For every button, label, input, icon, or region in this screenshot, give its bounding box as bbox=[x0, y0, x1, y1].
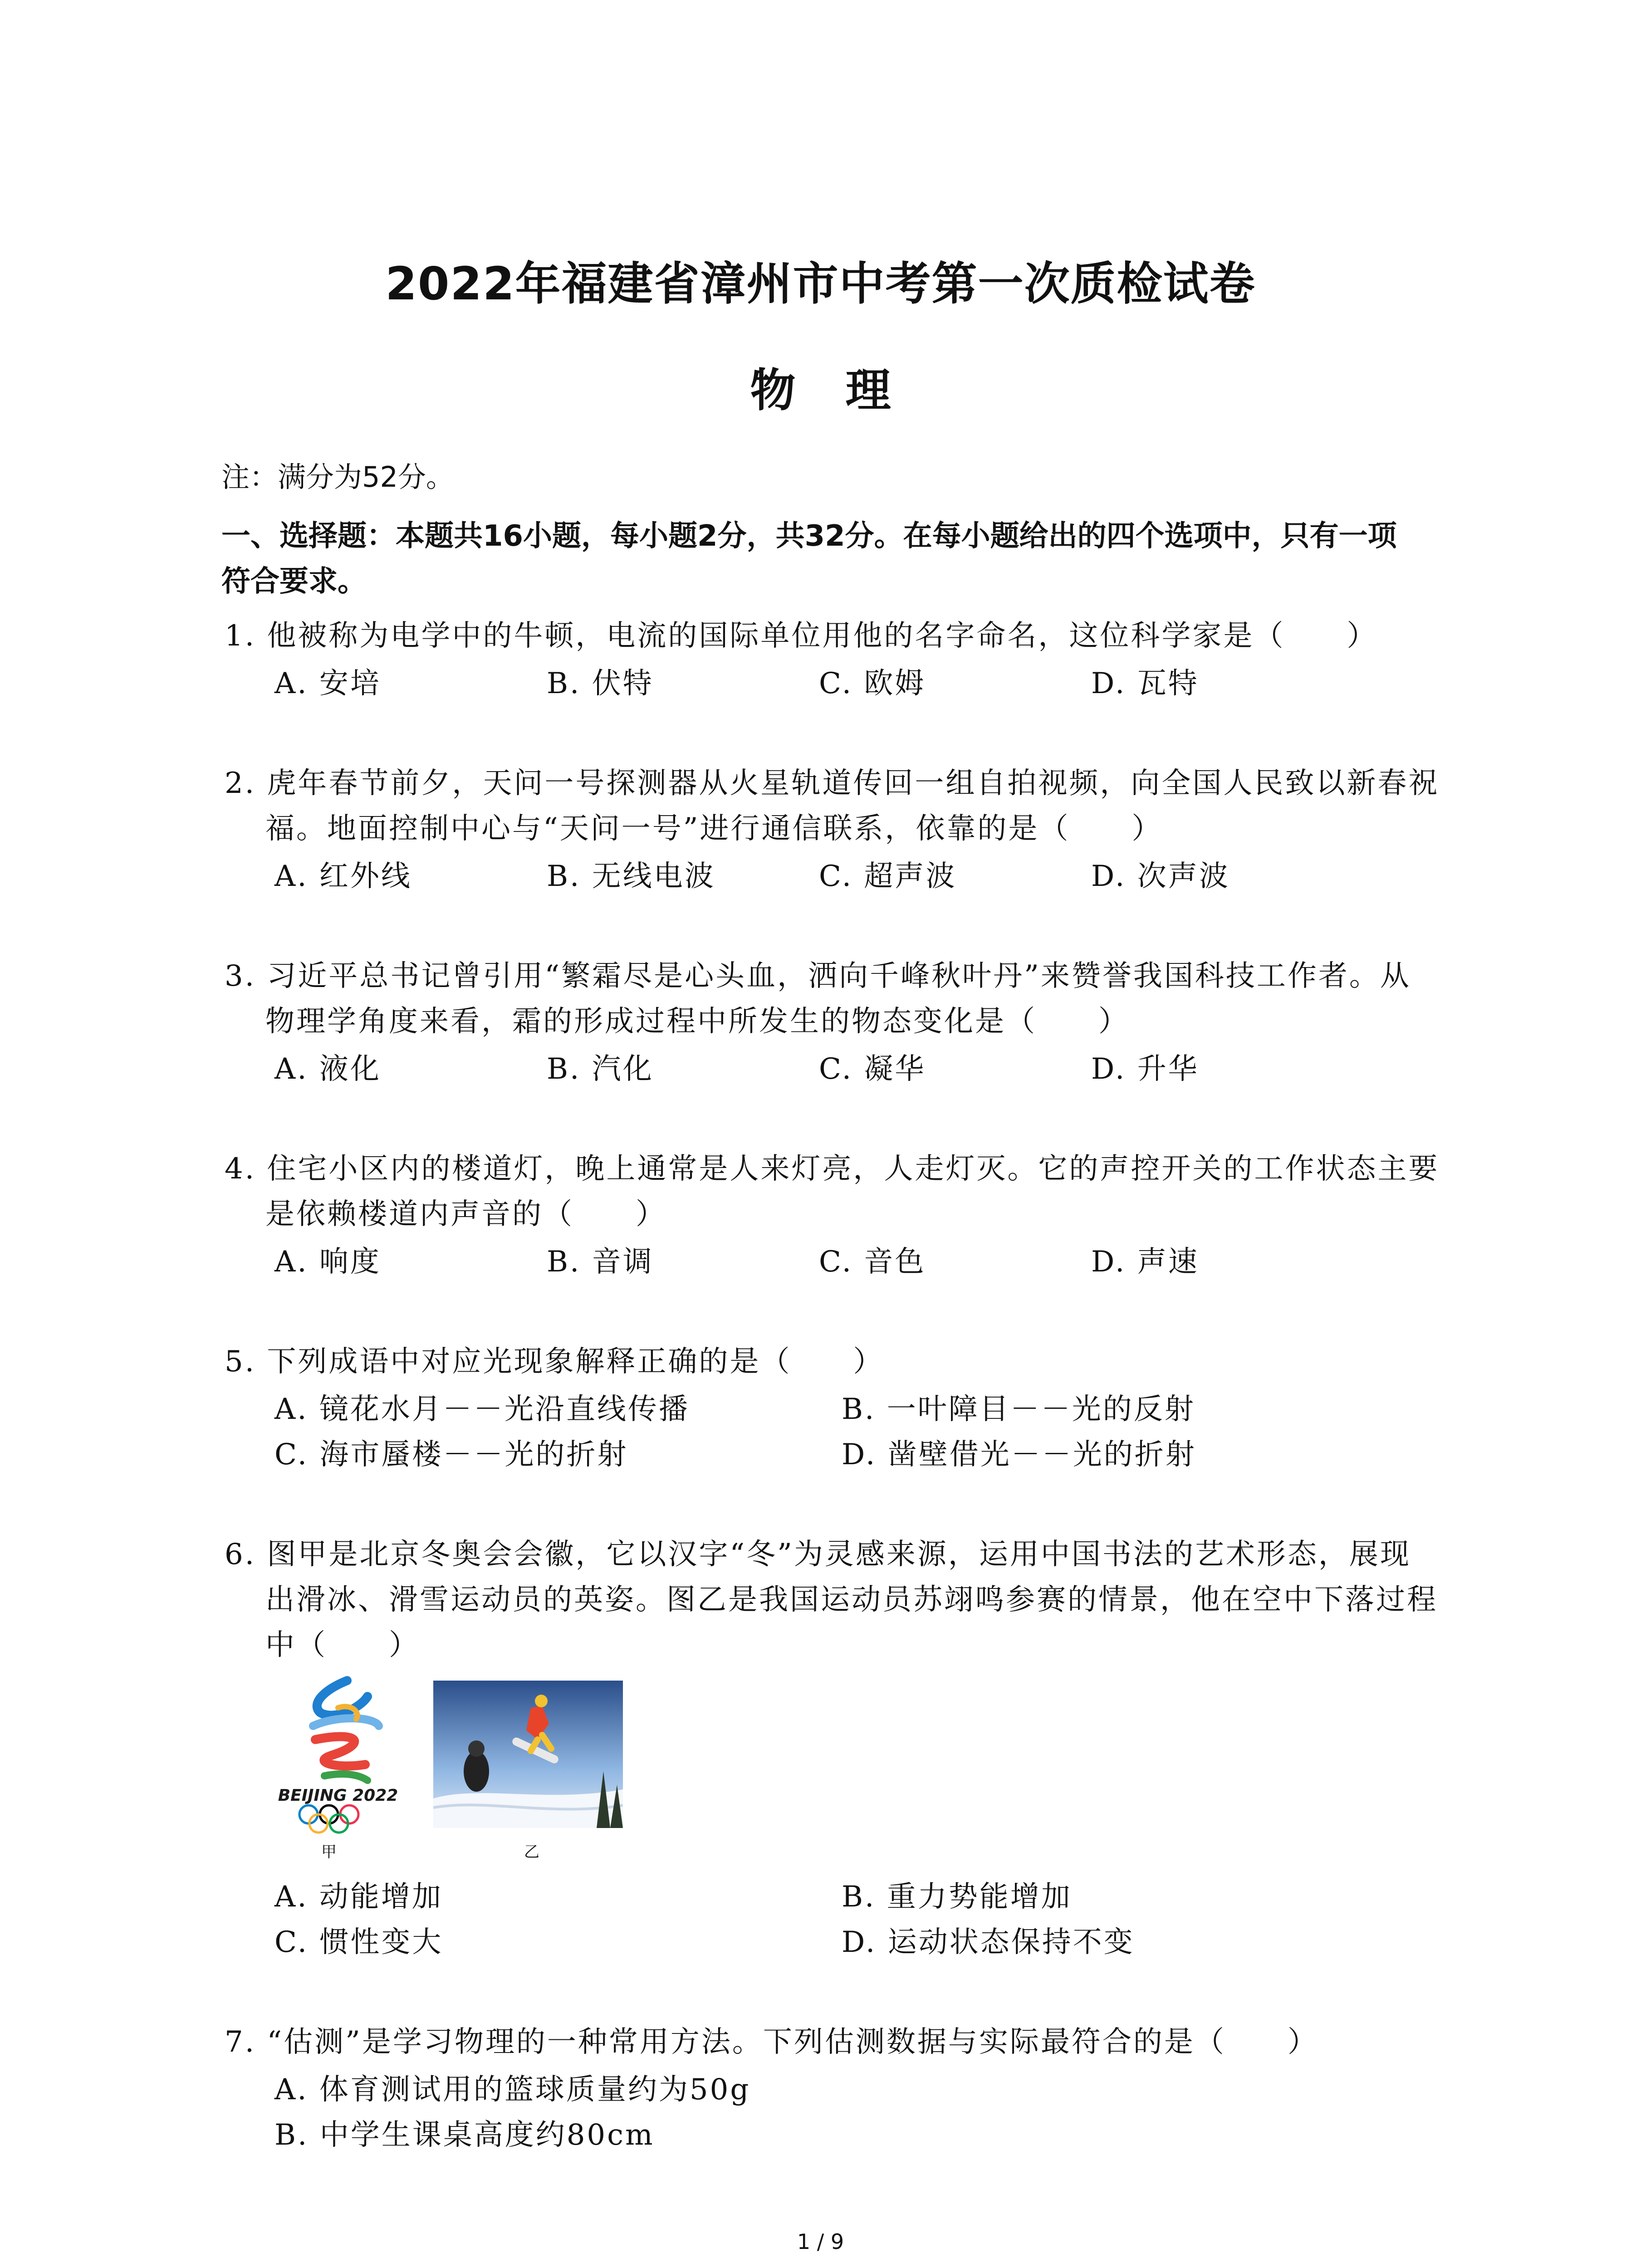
snowboarder-photo bbox=[433, 1681, 623, 1828]
q6-option-d: D. 运动状态保持不变 bbox=[842, 1926, 1135, 1959]
q4-option-a: A. 响度 bbox=[274, 1245, 381, 1279]
q7-option-b: B. 中学生课桌高度约80cm bbox=[274, 2118, 655, 2152]
section-heading-line1: 一、选择题：本题共16小题，每小题2分，共32分。在每小题给出的四个选项中，只有一项 bbox=[221, 519, 1397, 553]
q2-option-d: D. 次声波 bbox=[1091, 860, 1230, 893]
q7-option-a: A. 体育测试用的篮球质量约为50g bbox=[274, 2073, 751, 2107]
q4-option-d: D. 声速 bbox=[1091, 1245, 1199, 1279]
question-6-stem-line1: 6. 图甲是北京冬奥会会徽，它以汉字“冬”为灵感来源，运用中国书法的艺术形态，展现 bbox=[225, 1538, 1411, 1571]
question-3-stem-line2: 物理学角度来看，霜的形成过程中所发生的物态变化是（ ） bbox=[265, 1005, 1129, 1038]
q5-option-a: A. 镜花水月－－光沿直线传播 bbox=[274, 1393, 690, 1426]
q2-option-b: B. 无线电波 bbox=[547, 860, 715, 893]
q5-option-c: C. 海市蜃楼－－光的折射 bbox=[274, 1438, 628, 1471]
q4-option-b: B. 音调 bbox=[547, 1245, 654, 1279]
q3-option-c: C. 凝华 bbox=[819, 1052, 926, 1086]
q5-option-d: D. 凿壁借光－－光的折射 bbox=[842, 1438, 1196, 1471]
q1-option-d: D. 瓦特 bbox=[1091, 667, 1199, 700]
emblem-text: BEIJING 2022 bbox=[278, 1786, 398, 1805]
q1-option-a: A. 安培 bbox=[274, 667, 381, 700]
figure-caption-a: 甲 bbox=[321, 1843, 337, 1861]
q6-option-c: C. 惯性变大 bbox=[274, 1926, 443, 1959]
q3-option-d: D. 升华 bbox=[1091, 1052, 1199, 1086]
q3-option-a: A. 液化 bbox=[274, 1052, 381, 1086]
question-2-stem-line1: 2. 虎年春节前夕，天问一号探测器从火星轨道传回一组自拍视频，向全国人民致以新春祝 bbox=[225, 767, 1440, 800]
question-6-stem-line2: 出滑冰、滑雪运动员的英姿。图乙是我国运动员苏翊鸣参赛的情景，他在空中下落过程 bbox=[265, 1583, 1438, 1617]
question-2-stem-line2: 福。地面控制中心与“天问一号”进行通信联系，依靠的是（ ） bbox=[265, 812, 1163, 846]
page-number: 1 / 9 bbox=[797, 2229, 844, 2254]
exam-title: 2022年福建省漳州市中考第一次质检试卷 bbox=[385, 257, 1256, 310]
question-6-stem-line3: 中（ ） bbox=[265, 1628, 420, 1662]
question-3-stem-line1: 3. 习近平总书记曾引用“繁霜尽是心头血，洒向千峰秋叶丹”来赞誉我国科技工作者。从 bbox=[225, 959, 1411, 993]
score-note: 注：满分为52分。 bbox=[221, 460, 454, 494]
q4-option-c: C. 音色 bbox=[819, 1245, 926, 1279]
question-7-stem: 7. “估测”是学习物理的一种常用方法。下列估测数据与实际最符合的是（ ） bbox=[225, 2025, 1318, 2059]
q1-option-b: B. 伏特 bbox=[547, 667, 654, 700]
q1-option-c: C. 欧姆 bbox=[819, 667, 926, 700]
beijing-2022-emblem bbox=[270, 1672, 406, 1835]
snowboarder-image bbox=[433, 1681, 623, 1828]
question-4-stem-line1: 4. 住宅小区内的楼道灯，晚上通常是人来灯亮，人走灯灭。它的声控开关的工作状态主要 bbox=[225, 1152, 1440, 1186]
q6-option-a: A. 动能增加 bbox=[274, 1880, 443, 1914]
section-heading-line2: 符合要求。 bbox=[221, 565, 367, 598]
figure-caption-b: 乙 bbox=[524, 1843, 539, 1861]
q5-option-b: B. 一叶障目－－光的反射 bbox=[842, 1393, 1195, 1426]
emblem-icon bbox=[270, 1672, 406, 1835]
question-4-stem-line2: 是依赖楼道内声音的（ ） bbox=[265, 1198, 666, 1231]
q2-option-a: A. 红外线 bbox=[274, 860, 412, 893]
q6-option-b: B. 重力势能增加 bbox=[842, 1880, 1072, 1914]
q2-option-c: C. 超声波 bbox=[819, 860, 957, 893]
question-5-stem: 5. 下列成语中对应光现象解释正确的是（ ） bbox=[225, 1345, 884, 1378]
subject-title: 物理 bbox=[750, 364, 941, 417]
q3-option-b: B. 汽化 bbox=[547, 1052, 654, 1086]
question-1-stem: 1. 他被称为电学中的牛顿，电流的国际单位用他的名字命名，这位科学家是（ ） bbox=[225, 619, 1378, 653]
